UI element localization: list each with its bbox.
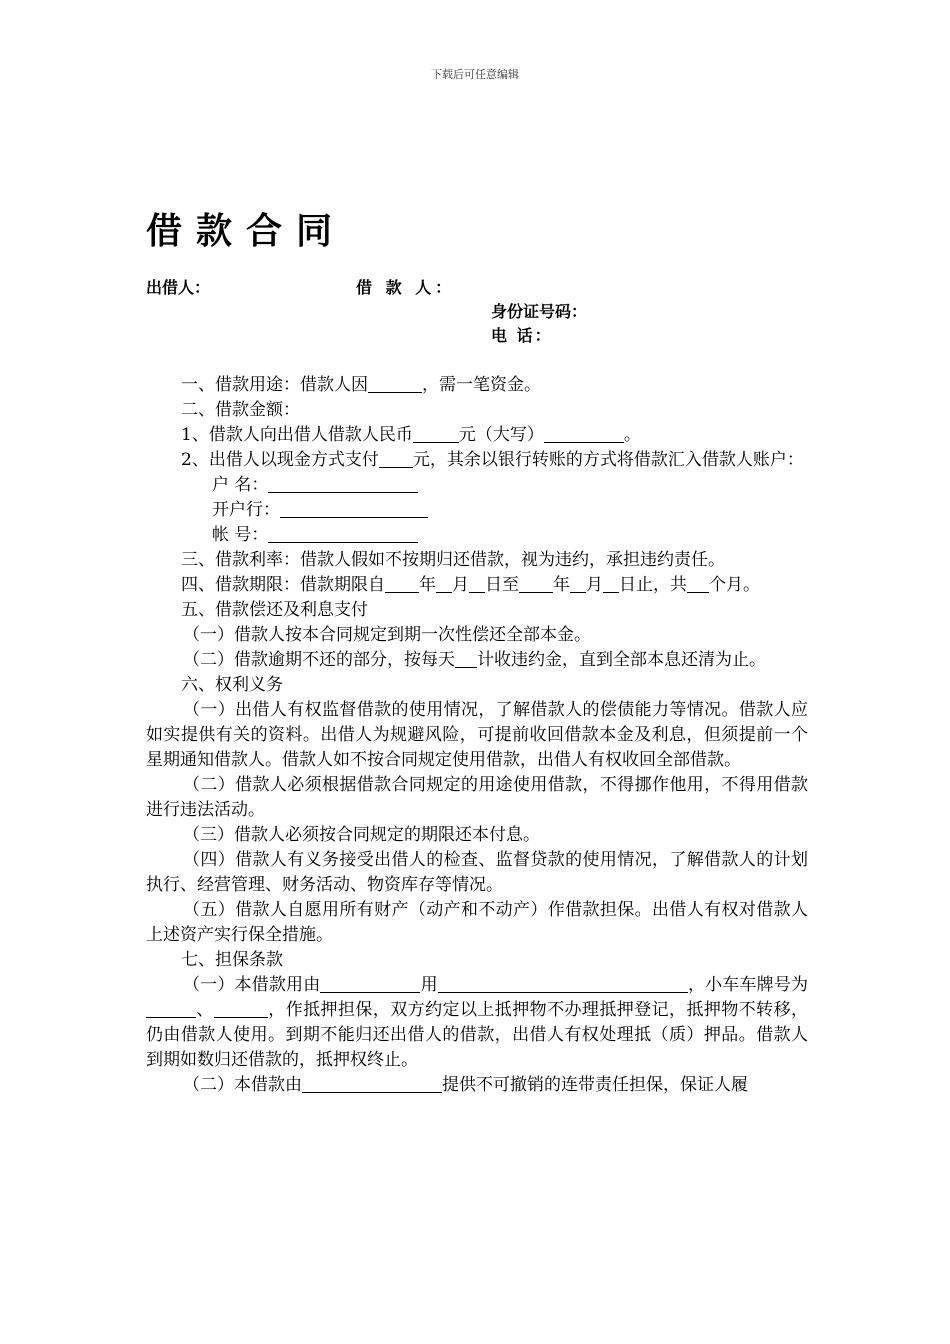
clause-2-1: 1、借款人向出借人借款人民币 元（大写） 。 [181, 425, 641, 445]
document-title: 借款合同 [146, 211, 347, 252]
account-name-row: 户 名： [146, 473, 808, 498]
account-bank-row: 开户行： [146, 498, 808, 523]
blank-penalty-rate[interactable] [455, 649, 477, 668]
clause-2-2: 2、出借人以现金方式支付 元，其余以银行转账的方式将借款汇入借款人账户： [181, 450, 804, 470]
blank-amount[interactable] [413, 424, 459, 443]
clause-6-2: （二）借款人必须根据借款合同规定的用途使用借款，不得挪作他用，不得用借款进行违法活动。 [146, 775, 808, 820]
blank-plate-1[interactable] [146, 999, 196, 1018]
clause-6-4: （四）借款人有义务接受出借人的检查、监督贷款的使用情况，了解借款人的计划执行、经营管理、财务活动、物资库存等情况。 [146, 850, 808, 895]
contract-body [146, 373, 808, 1098]
clause-5-2: （二）借款逾期不还的部分，按每天 计收违约金，直到全部本息还清为止。 [183, 650, 766, 670]
blank-account-bank[interactable] [280, 499, 428, 518]
blank-start-year[interactable] [385, 574, 419, 593]
blank-amount-words[interactable] [544, 424, 624, 443]
clause-5: 五、借款偿还及利息支付 [181, 600, 368, 620]
blank-cash-amount[interactable] [379, 449, 413, 468]
blank-start-month[interactable] [436, 574, 452, 593]
parties-block [146, 276, 826, 348]
lender-label: 出借人： [146, 278, 211, 297]
clause-4: 四、借款期限：借款期限自 年 月 日至 年 月 日止，共 个月。 [181, 575, 760, 595]
phone-label: 电 话： [491, 326, 553, 345]
blank-end-year[interactable] [519, 574, 553, 593]
id-number-label: 身份证号码： [491, 302, 588, 321]
clause-6: 六、权利义务 [181, 675, 283, 695]
blank-guarantor[interactable] [302, 1074, 442, 1093]
clause-7-2: （二）本借款由 提供不可撤销的连带责任担保，保证人履 [183, 1075, 748, 1095]
clause-7-1: （一）本借款用由 用 ，小车车牌号为、 ，作抵押担保，双方约定以上抵押物不办理抵押登记，抵押物不转移，仍由借款人使用。到期不能归还出借人的借款，出借人有权处理抵（质）押品。借款人到期如数归还借款的，抵押权终止。 [146, 975, 809, 1070]
page-header-note: 下载后可任意编辑 [431, 68, 519, 81]
clause-1: 一、借款用途：借款人因 ，需一笔资金。 [181, 375, 541, 395]
blank-end-day[interactable] [603, 574, 619, 593]
blank-collateral[interactable] [438, 974, 566, 993]
clause-6-5: （五）借款人自愿用所有财产（动产和不动产）作借款担保。出借人有权对借款人上述资产实行保全措施。 [146, 900, 808, 945]
blank-collateral-cont[interactable] [566, 974, 688, 993]
clause-3: 三、借款利率：借款人假如不按期归还借款，视为违约，承担违约责任。 [181, 550, 725, 570]
clause-7: 七、担保条款 [181, 950, 283, 970]
blank-account-name[interactable] [268, 474, 418, 493]
clause-6-1: （一）出借人有权监督借款的使用情况，了解借款人的偿债能力等情况。借款人应如实提供有关的资料。出借人为规避风险，可提前收回借款本金及利息，但须提前一个星期通知借款人。借款人如不按合同规定使用借款，出借人有权收回全部借款。 [146, 700, 808, 770]
blank-end-month[interactable] [570, 574, 586, 593]
blank-start-day[interactable] [469, 574, 485, 593]
blank-purpose[interactable] [368, 374, 422, 393]
clause-5-1: （一）借款人按本合同规定到期一次性偿还全部本金。 [183, 625, 591, 645]
borrower-label: 借 款 人： [356, 278, 456, 297]
clause-2: 二、借款金额： [181, 400, 300, 420]
blank-account-number[interactable] [268, 524, 418, 543]
account-number-row: 帐 号： [146, 523, 808, 548]
blank-guarantor-owner[interactable] [320, 974, 420, 993]
clause-6-3: （三）借款人必须按合同规定的期限还本付息。 [183, 825, 540, 845]
blank-total-months[interactable] [687, 574, 709, 593]
blank-plate-2[interactable] [214, 999, 268, 1018]
